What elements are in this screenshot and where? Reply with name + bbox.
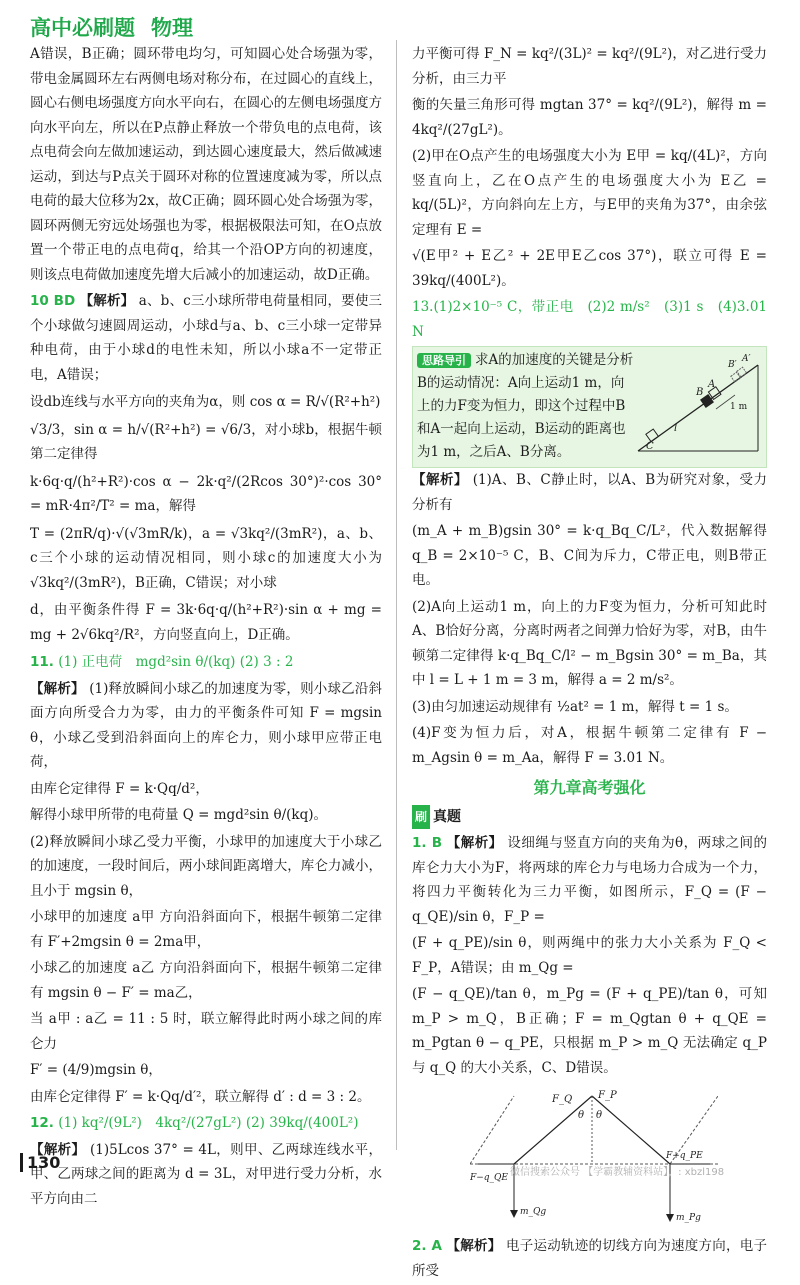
q10-block (30, 289, 382, 387)
q2-block (412, 1234, 767, 1283)
right-column (412, 42, 767, 1285)
q12-cont-1: 力平衡可得 F_N = kq²/(3L)² = kq²/(9L²)，对乙进行受力分析，由三力平 (412, 46, 767, 87)
q12-cont-3: (2)甲在O点产生的电场强度大小为 E甲 = kq/(4L)²，方向竖直向上，乙在O点产生的电场强度大小为 E乙 = kq/(5L)²，方向斜向左上方，与E甲的夹角为37°，由余弦定理有 E = (412, 148, 767, 238)
q12-cont-4: √(E甲² + E乙² + 2E甲E乙cos 37°)，联立可得 E = 39kq/(400L²)。 (412, 248, 767, 289)
q11-text-5: 小球甲的加速度 a甲 方向沿斜面向下，根据牛顿第二定律有 F′+2mgsin θ = 2ma甲， (30, 909, 382, 950)
q1-text-2: (F + q_PE)/sin θ，则两绳中的张力大小关系为 F_Q < F_P，A错误；由 m_Qg = (412, 935, 767, 976)
rope-left (514, 1096, 592, 1164)
q13-answer-line: 13.(1)2×10⁻⁵ C，带正电 (2)2 m/s² (3)1 s (4)3.01 N (412, 299, 767, 340)
q11-number: 11. (30, 654, 54, 670)
watermark: 微信搜索公众号 【学霸教辅资料站】，: xbzl198 (510, 1167, 725, 1178)
label-c: C (646, 441, 654, 452)
label-theta-1: θ (578, 1110, 585, 1121)
q12-number: 12. (30, 1115, 54, 1131)
label-theta-2: θ (596, 1110, 603, 1121)
q11-text-8: F′ = (4/9)mgsin θ， (30, 1062, 162, 1078)
q13-text-5: (4)F变为恒力后，对A，根据牛顿第二定律有 F − m_Agsin θ = m_Aa，解得 F = 3.01 N。 (412, 725, 767, 766)
book-title: 高中必刷题 (30, 16, 135, 40)
label-a: A (708, 379, 716, 390)
q9-tail: A错误，B正确；圆环带电均匀，可知圆心处合场强为零，带电金属圆环左右两侧电场对称分布，在过圆心的直线上，圆心右侧电场强度方向水平向右，在圆心的左侧电场强度方向水平向左，所以在P点静止释放一个带负电的点电荷，该点电荷会向左做加速运动，到达圆心速度最大，然后做减速运动，到达与P点关于圆环对称的位置速度减为零，所以点电荷的最大位移为2x，故C正确；圆环圆心处合场强为零，圆环两侧无穷远处场强也为零，根据极限法可知，在O点放置一个带正电的点电荷q，给其一个沿OP方向的初速度，则该点电荷做加速度先增大后减小的加速运动，故D正确。 (30, 46, 382, 283)
q13-text-1: (1)A、B、C静止时，以A、B为研究对象，受力分析有 (412, 472, 768, 513)
q12-answer-line (30, 1111, 382, 1136)
label-mqg: m_Qg (520, 1207, 547, 1217)
label-l: l (674, 423, 678, 434)
zhenti-label: 真题 (433, 808, 462, 825)
page-number: 130 (20, 1153, 60, 1172)
left-column (30, 42, 382, 1213)
q2-number: 2. A (412, 1238, 442, 1254)
guide-tag: 思路导引 (417, 353, 471, 368)
q10-number: 10 BD (30, 293, 76, 309)
label-mpg: m_Pg (676, 1213, 701, 1223)
q10-text-4: k·6q·q/(h²+R²)·cos α − 2k·q²/(2Rcos 30°)²·cos 30° = mR·4π²/T² = ma，解得 (30, 473, 382, 514)
label-left-force: F−q_QE (470, 1173, 508, 1183)
q13-block (412, 468, 767, 517)
q12-cont-2: 衡的矢量三角形可得 mgtan 37° = kq²/(9L²)，解得 m = 4kq²/(27gL²)。 (412, 97, 767, 138)
q1-text-3: (F − q_QE)/tan θ，m_Pg = (F + q_PE)/tan θ，可知 m_P > m_Q，B正确；F = m_Qgtan θ + q_QE = m_Pgtan θ − q_PE，只根据 m_P > m_Q 无法确定 q_P 与 q_Q 的大小关系，C、D错误。 (412, 986, 767, 1076)
label-b: B (696, 387, 704, 398)
guide-text: 求A的加速度的关键是分析B的运动情况：A向上运动1 m，向上的力F变为恒力，即这个过程中B和A一起向上运动，B运动的距离也为1 m，之后A、B分离。 (417, 352, 634, 460)
arrowhead-mqg (510, 1210, 518, 1218)
label-a-prime: A′ (742, 354, 751, 364)
label-right-force: F+q_PE (666, 1151, 703, 1161)
force-diagram (470, 1088, 718, 1228)
q1-block (412, 831, 767, 929)
q1-number: 1. B (412, 835, 442, 851)
q11-block (30, 677, 382, 775)
q10-text-1: a、b、c三小球所带电荷量相同，要使三个小球做匀速圆周运动，小球d与a、b、c三小球一定带异种电荷，由于小球d的电性未知，所以小球a不一定带正电，A错误； (30, 293, 383, 383)
q11-text-1: (1)释放瞬间小球乙的加速度为零，则小球乙沿斜面方向所受合力为零，由力的平衡条件可知 F = mgsin θ，小球乙受到沿斜面向上的库仑力，则小球甲应带正电荷， (30, 680, 383, 770)
q13-text-2: (m_A + m_B)gsin 30° = k·q_Bq_C/L²，代入数据解得 q_B = 2×10⁻⁵ C，B、C间为斥力，C带正电，则B带正电。 (412, 523, 767, 588)
q11-answer-line (30, 650, 382, 675)
guide-text-wrap (417, 349, 635, 465)
q10-text-6: d，由平衡条件得 F = 3k·6q·q/(h²+R²)·sin α + mg = mg + 2√6kq²/R²，方向竖直向上，D正确。 (30, 602, 382, 643)
ball-c (646, 429, 659, 442)
q13-analysis-tag: 【解析】 (412, 472, 468, 488)
rope-right (592, 1096, 670, 1164)
q11-analysis-tag: 【解析】 (30, 680, 85, 697)
column-divider (396, 40, 397, 1150)
label-b-prime: B′ (728, 360, 737, 370)
force-diagram-svg (470, 1088, 718, 1228)
q11-text-6: 小球乙的加速度 a乙 方向沿斜面向下，根据牛顿第二定律有 mgsin θ − F′ = ma乙， (30, 960, 382, 1001)
dashed-left-diag (470, 1096, 514, 1164)
q13-text-4: (3)由匀加速运动规律有 ½at² = 1 m，解得 t = 1 s。 (412, 698, 738, 715)
q12-answer-2: (2) 39kq/(400L²) (245, 1115, 359, 1131)
thinking-guide-box (412, 346, 767, 468)
q1-analysis-tag: 【解析】 (446, 835, 503, 851)
q12-block (30, 1138, 382, 1212)
q10-analysis-tag: 【解析】 (79, 293, 135, 309)
q1-text-1: 设细绳与竖直方向的夹角为θ，两球之间的库仑力大小为F，将两球的库仑力与电场力合成为一个力，将四力平衡转化为三力平衡，如图所示，F_Q = (F − q_QE)/sin θ，F_P = (412, 835, 767, 925)
subject-title: 物理 (151, 16, 193, 40)
q13-text-3: (2)A向上运动1 m，向上的力F变为恒力，分析可知此时A、B恰好分离，分离时两者之间弹力恰好为零，对B，由牛顿第二定律得 k·q_Bq_C/l² − m_Bgsin 30° = m_Ba，其中 l = L + 1 m = 3 m，解得 a = 2 m/s²。 (412, 598, 767, 688)
q11-answer-1: (1) 正电荷 mgd²sin θ/(kq) (58, 654, 236, 670)
q10-text-5: T = (2πR/q)·√(√3mR/k)，a = √3kq²/(3mR²)，a、b、c三个小球的运动情况相同，则小球c的加速度大小为√3kq²/(3mR²)，B正确，C错误；对小球 (30, 525, 382, 591)
incline-figure (634, 351, 762, 459)
q2-text-1: 电子运动轨迹的切线方向为速度方向，电子所受 (412, 1238, 768, 1279)
label-fp: F_P (598, 1090, 617, 1101)
q11-answer-2: (2) 3 : 2 (239, 654, 294, 670)
section-zhenti (412, 805, 767, 830)
arrowhead-mpg (666, 1214, 674, 1222)
q12-text-1: (1)5Lcos 37° = 4L，则甲、乙两球连线水平，甲、乙两球之间的距离为 d = 3L，对甲进行受力分析，水平方向由二 (30, 1141, 383, 1207)
q12-analysis-tag: 【解析】 (30, 1141, 86, 1158)
label-fq: F_Q (552, 1094, 573, 1105)
q11-text-9: 由库仑定律得 F′ = k·Qq/d′²，联立解得 d′ : d = 3 : 2。 (30, 1088, 371, 1105)
label-1m: 1 m (730, 402, 748, 412)
q10-text-2: 设db连线与水平方向的夹角为α，则 cos α = R/√(R²+h²) (30, 394, 381, 410)
q11-text-7: 当 a甲 : a乙 = 11 : 5 时，联立解得此时两小球之间的库仑力 (30, 1011, 382, 1052)
q12-answer-1: (1) kq²/(9L²) 4kq²/(27gL²) (58, 1115, 242, 1131)
zhenti-box: 刷 (412, 805, 430, 830)
q11-text-2: 由库仑定律得 F = k·Qq/d²， (30, 780, 209, 797)
q11-text-3: 解得小球甲所带的电荷量 Q = mgd²sin θ/(kq)。 (30, 807, 328, 823)
q11-text-4: (2)释放瞬间小球乙受力平衡，小球甲的加速度大于小球乙的加速度，一段时间后，两小球间距离增大，库仑力减小，且小于 mgsin θ， (30, 833, 382, 899)
chapter-title: 第九章高考强化 (533, 778, 646, 797)
q10-text-3: √3/3，sin α = h/√(R²+h²) = √6/3，对小球b，根据牛顿第二定律得 (30, 421, 382, 462)
q2-analysis-tag: 【解析】 (446, 1238, 502, 1254)
page-header (30, 12, 193, 42)
